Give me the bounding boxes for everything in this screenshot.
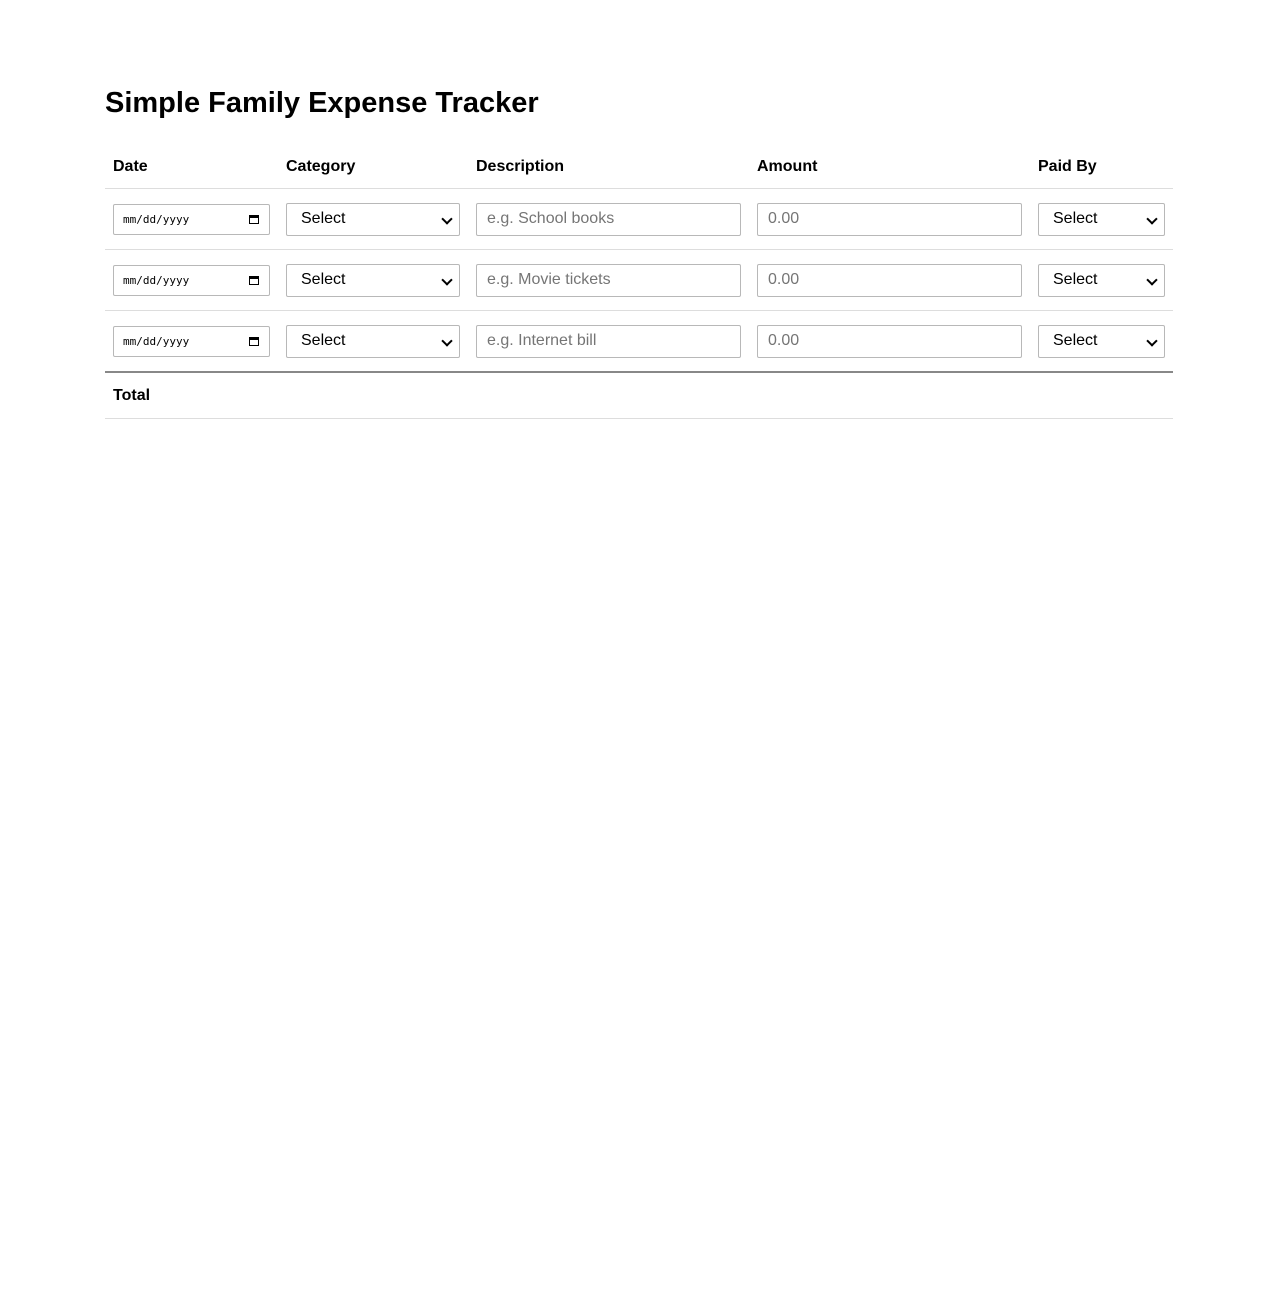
paid-by-select[interactable] — [1038, 203, 1165, 236]
amount-input[interactable] — [757, 264, 1022, 297]
amount-input-placeholder: 0.00 — [768, 271, 800, 288]
total-row — [105, 372, 1173, 419]
description-cell — [468, 311, 749, 373]
category-select[interactable] — [286, 203, 460, 236]
description-input[interactable] — [476, 203, 741, 236]
paid-by-select[interactable] — [1038, 325, 1165, 358]
paid-by-cell — [1030, 250, 1173, 311]
paid-by-cell — [1030, 311, 1173, 373]
total-empty-cell — [468, 372, 749, 419]
calendar-icon[interactable] — [249, 276, 259, 285]
date-input[interactable] — [113, 204, 270, 235]
date-input-placeholder: mm/dd/yyyy — [123, 334, 190, 348]
description-input[interactable] — [476, 325, 741, 358]
category-select[interactable] — [286, 264, 460, 297]
column-header-amount: Amount — [749, 145, 1030, 189]
paid-by-select-value: Select — [1053, 210, 1098, 227]
table-row — [105, 189, 1173, 250]
description-input-placeholder: e.g. Internet bill — [487, 332, 597, 349]
date-cell — [105, 311, 278, 373]
amount-cell — [749, 189, 1030, 250]
paid-by-cell — [1030, 189, 1173, 250]
date-input[interactable] — [113, 265, 270, 296]
column-header-paid-by: Paid By — [1030, 145, 1173, 189]
category-select[interactable] — [286, 325, 460, 358]
date-cell — [105, 250, 278, 311]
amount-input[interactable] — [757, 325, 1022, 358]
page-title: Simple Family Expense Tracker — [105, 87, 539, 119]
amount-input[interactable] — [757, 203, 1022, 236]
amount-cell — [749, 311, 1030, 373]
amount-input-placeholder: 0.00 — [768, 332, 800, 349]
table-row — [105, 311, 1173, 373]
total-empty-cell — [278, 372, 468, 419]
amount-input-placeholder: 0.00 — [768, 210, 800, 227]
chevron-down-icon — [1146, 213, 1157, 224]
paid-by-select-value: Select — [1053, 271, 1098, 288]
description-cell — [468, 189, 749, 250]
description-input[interactable] — [476, 264, 741, 297]
calendar-icon[interactable] — [249, 337, 259, 346]
chevron-down-icon — [441, 274, 452, 285]
date-cell — [105, 189, 278, 250]
category-select-value: Select — [301, 332, 346, 349]
description-cell — [468, 250, 749, 311]
date-input-placeholder: mm/dd/yyyy — [123, 212, 190, 226]
category-cell — [278, 311, 468, 373]
table-header-row — [105, 145, 1173, 189]
amount-cell — [749, 250, 1030, 311]
expense-table — [105, 145, 1173, 419]
date-input-placeholder: mm/dd/yyyy — [123, 273, 190, 287]
calendar-icon[interactable] — [249, 215, 259, 224]
chevron-down-icon — [1146, 274, 1157, 285]
category-cell — [278, 250, 468, 311]
chevron-down-icon — [1146, 335, 1157, 346]
paid-by-select-value: Select — [1053, 332, 1098, 349]
column-header-description: Description — [468, 145, 749, 189]
category-select-value: Select — [301, 271, 346, 288]
column-header-date: Date — [105, 145, 278, 189]
date-input[interactable] — [113, 326, 270, 357]
total-amount-cell — [749, 372, 1030, 419]
column-header-category: Category — [278, 145, 468, 189]
chevron-down-icon — [441, 335, 452, 346]
total-label: Total — [105, 372, 278, 419]
description-input-placeholder: e.g. Movie tickets — [487, 271, 611, 288]
table-row — [105, 250, 1173, 311]
category-select-value: Select — [301, 210, 346, 227]
paid-by-select[interactable] — [1038, 264, 1165, 297]
total-empty-cell — [1030, 372, 1173, 419]
category-cell — [278, 189, 468, 250]
chevron-down-icon — [441, 213, 452, 224]
description-input-placeholder: e.g. School books — [487, 210, 615, 227]
